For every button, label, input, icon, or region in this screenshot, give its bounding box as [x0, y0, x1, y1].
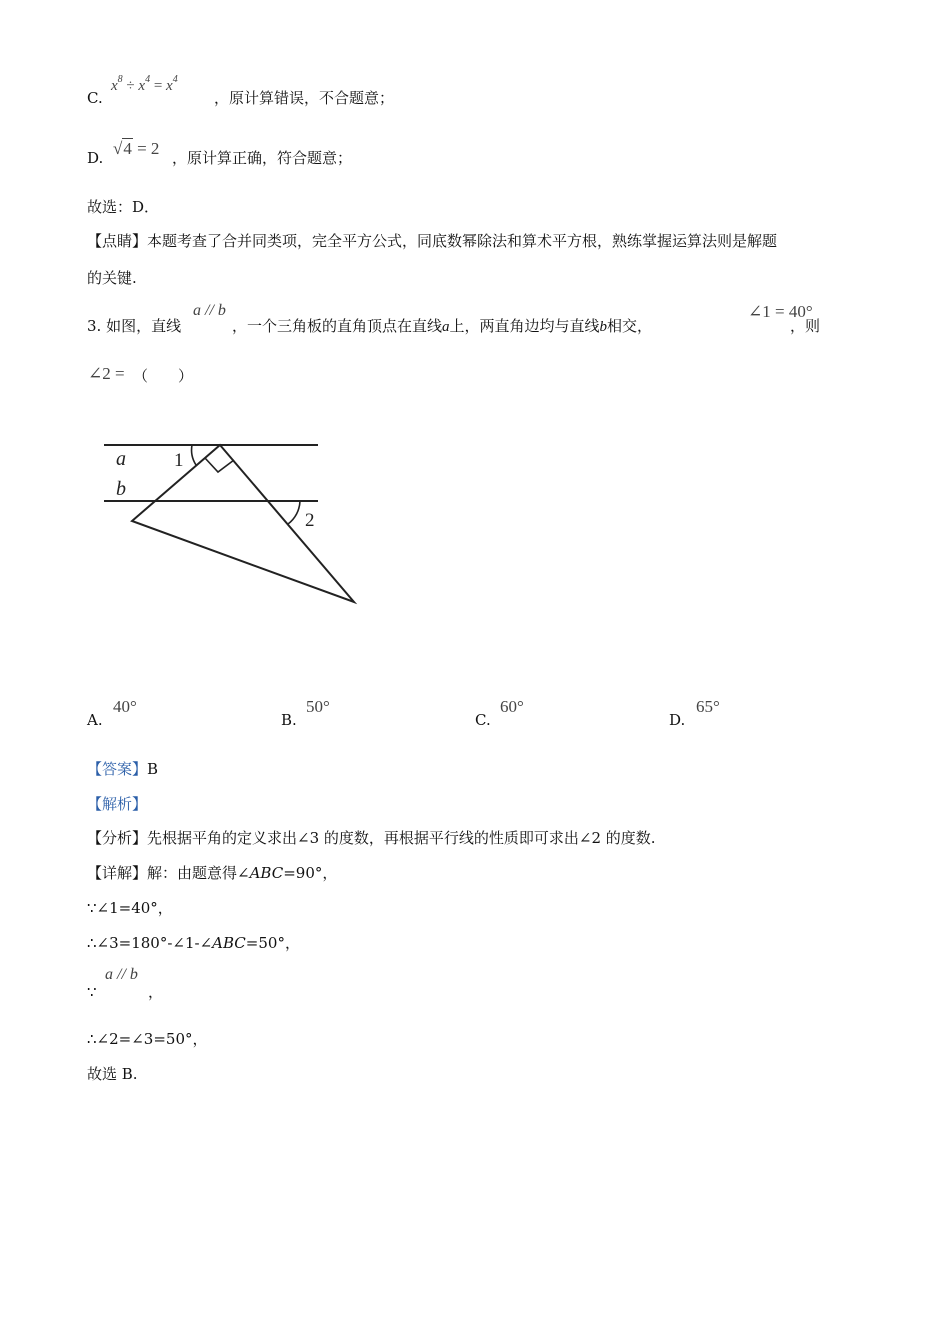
angle-1-arc [192, 445, 196, 465]
option-b-letter: B. [281, 711, 297, 729]
analysis-heading: 【解析】 [87, 795, 148, 813]
label-angle-1: 1 [174, 450, 184, 471]
select-line-1: 故选：D． [87, 198, 160, 216]
right-angle-marker [205, 458, 234, 472]
angle-1-given: ∠1 = 40° [748, 302, 813, 321]
answer-value: B [147, 760, 159, 778]
option-c-letter: C. [475, 711, 491, 729]
option-d-letter: D. [669, 711, 686, 729]
question-3-text-a: ，一个三角板的直角顶点在直线a上，两直角边均与直线b相交， [232, 317, 653, 335]
label-a: a [116, 448, 126, 470]
step-1: ∵∠1=40°， [87, 899, 173, 917]
question-3-lead: 3. 如图，直线 [87, 317, 182, 335]
fenxi-heading: 【分析】 [87, 829, 148, 847]
option-c-label: C. [87, 89, 103, 107]
step-3-tail: ， [148, 983, 164, 1001]
angle-2-arc [288, 501, 300, 524]
step-3-relation: a // b [105, 966, 138, 983]
label-b: b [116, 478, 126, 500]
answer-parentheses: （ ） [133, 367, 194, 385]
select-line-2: 故选 B. [87, 1065, 138, 1083]
label-angle-2: 2 [305, 510, 315, 531]
option-b-value: 50° [306, 697, 330, 716]
radical-icon: √ [113, 139, 123, 158]
comment-heading: 【点睛】 [87, 232, 148, 250]
fenxi-line: 【分析】先根据平角的定义求出∠3 的度数，再根据平行线的性质即可求出∠2 的度数. [87, 829, 656, 847]
parallel-relation: a // b [193, 302, 226, 319]
option-c-value: 60° [500, 697, 524, 716]
angle-2-question: ∠2 = [88, 364, 125, 383]
triangle-ruler [132, 445, 354, 602]
step-4: ∴∠2=∠3=50°， [87, 1030, 208, 1048]
option-c-expression: $x^8 \div x^4 = x^4$ [111, 74, 178, 94]
option-c-note: ，原计算错误，不合题意； [214, 89, 395, 107]
answer-line [87, 759, 158, 779]
comment-line-1: 【点睛】本题考查了合并同类项，完全平方公式，同底数幂除法和算术平方根，熟练掌握运算法则是解题 [87, 232, 778, 250]
option-d-note: ，原计算正确，符合题意； [172, 149, 353, 167]
detail-heading: 【详解】 [87, 864, 148, 882]
answer-heading: 【答案】 [87, 760, 148, 778]
question-3-end: ，则 [790, 317, 821, 335]
option-a-letter: A. [87, 711, 103, 729]
detail-line: 【详解】解：由题意得∠ABC=90°， [87, 864, 338, 882]
option-d-label: D. [87, 149, 104, 167]
geometry-figure [100, 430, 360, 610]
step-2: ∴∠3=180°-∠1-∠ABC=50°， [87, 934, 300, 952]
option-a-value: 40° [113, 697, 137, 716]
comment-line-2: 的关键. [87, 269, 137, 287]
step-3-because: ∵ [87, 983, 97, 1001]
option-d-value: 65° [696, 697, 720, 716]
option-c-row [87, 88, 103, 108]
option-d-expression: √4 = 2 [113, 139, 160, 158]
